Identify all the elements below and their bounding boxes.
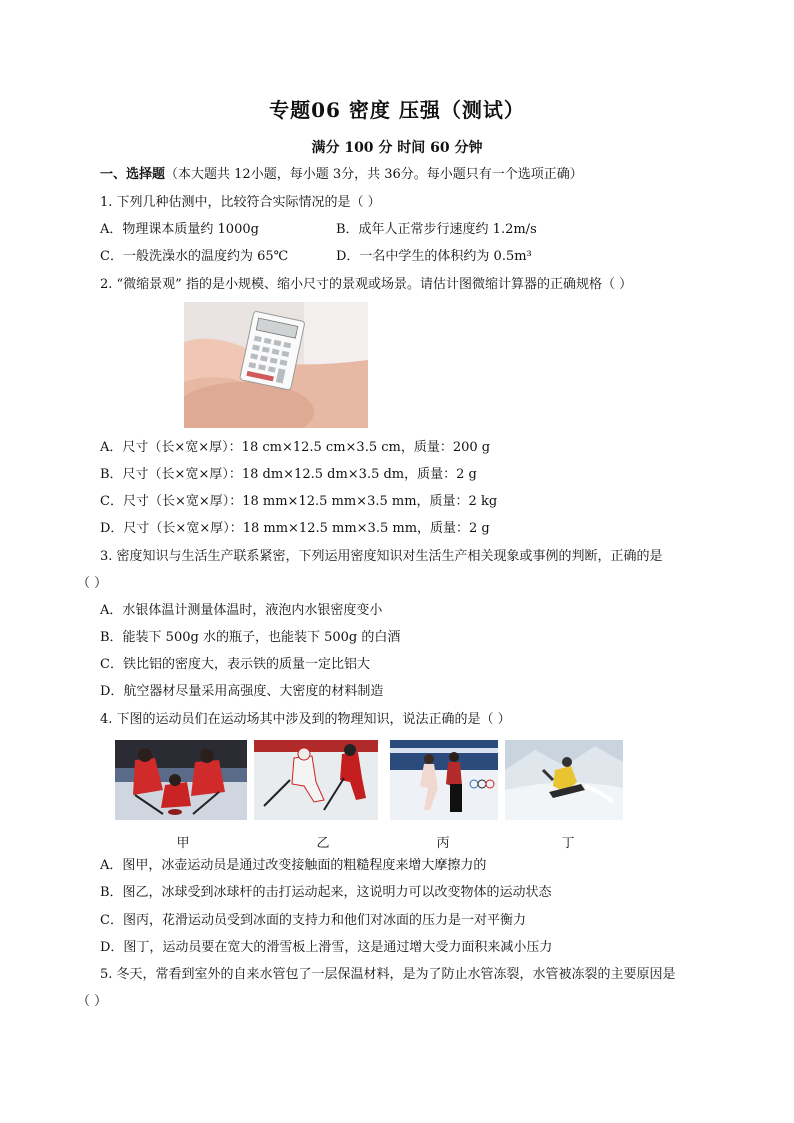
q2-stem: 2. “微缩景观” 指的是小规模、缩小尺寸的景观或场景。请估计图微缩计算器的正确规格（ ） <box>100 277 633 292</box>
q3-option-b: B．能装下 500g 水的瓶子，也能装下 500g 的白酒 <box>100 630 401 645</box>
curling-photo <box>115 740 247 820</box>
q3-stem: 3. 密度知识与生活生产联系紧密，下列运用密度知识对生活生产相关现象或事例的判断，正确的是 <box>100 549 663 564</box>
page-subtitle: 满分 100 分 时间 60 分钟 <box>311 140 483 156</box>
q1-stem: 1. 下列几种估测中，比较符合实际情况的是（ ） <box>100 195 381 210</box>
caption-bing: 丙 <box>436 836 450 851</box>
q3-option-c: C．铁比铝的密度大，表示铁的质量一定比铝大 <box>100 657 370 672</box>
caption-jia: 甲 <box>176 836 190 851</box>
q3-stem-cont: （ ） <box>77 576 108 591</box>
page-title: 专题06 密度 压强（测试） <box>269 98 525 122</box>
q2-option-a: A．尺寸（长×宽×厚）：18 cm×12.5 cm×3.5 cm，质量：200 g <box>100 440 491 455</box>
q2-option-b: B．尺寸（长×宽×厚）：18 dm×12.5 dm×3.5 dm，质量：2 g <box>100 467 477 482</box>
q3-option-d: D．航空器材尽量采用高强度、大密度的材料制造 <box>100 684 384 699</box>
section-description: （本大题共 12小题，每小题 3分，共 36分。每小题只有一个选项正确） <box>165 167 583 182</box>
mini-calculator-photo <box>184 302 368 428</box>
ice-hockey-photo <box>254 740 378 820</box>
q4-option-b: B．图乙，冰球受到冰球杆的击打运动起来，这说明力可以改变物体的运动状态 <box>100 885 552 900</box>
section-label: 一、选择题 <box>100 167 166 182</box>
section-heading <box>100 166 583 184</box>
caption-ding: 丁 <box>561 836 575 851</box>
q4-stem: 4. 下图的运动员们在运动场其中涉及到的物理知识，说法正确的是（ ） <box>100 712 511 727</box>
q2-option-d: D．尺寸（长×宽×厚）：18 mm×12.5 mm×3.5 mm，质量：2 g <box>100 521 490 536</box>
q1-option-d: D．一名中学生的体积约为 0.5m³ <box>336 249 532 264</box>
q4-option-a: A．图甲，冰壶运动员是通过改变接触面的粗糙程度来增大摩擦力的 <box>100 858 487 873</box>
q4-option-d: D．图丁，运动员要在宽大的滑雪板上滑雪，这是通过增大受力面积来减小压力 <box>100 940 553 955</box>
mini-calculator-illustration <box>184 302 368 428</box>
q1-option-b: B．成年人正常步行速度约 1.2m/s <box>336 222 537 237</box>
q1-option-a: A．物理课本质量约 1000g <box>100 222 259 237</box>
q2-option-c: C．尺寸（长×宽×厚）：18 mm×12.5 mm×3.5 mm，质量：2 kg <box>100 494 498 509</box>
q1-option-c: C．一般洗澡水的温度约为 65℃ <box>100 249 289 264</box>
q5-stem: 5. 冬天，常看到室外的自来水管包了一层保温材料，是为了防止水管冻裂，水管被冻裂的主要原因是 <box>100 967 676 982</box>
q5-stem-cont: （ ） <box>77 994 108 1009</box>
figure-skating-photo <box>390 740 498 820</box>
q3-option-a: A．水银体温计测量体温时，液泡内水银密度变小 <box>100 603 383 618</box>
q4-option-c: C．图丙，花滑运动员受到冰面的支持力和他们对冰面的压力是一对平衡力 <box>100 913 526 928</box>
caption-yi: 乙 <box>316 836 330 851</box>
snowboarding-photo <box>505 740 623 820</box>
